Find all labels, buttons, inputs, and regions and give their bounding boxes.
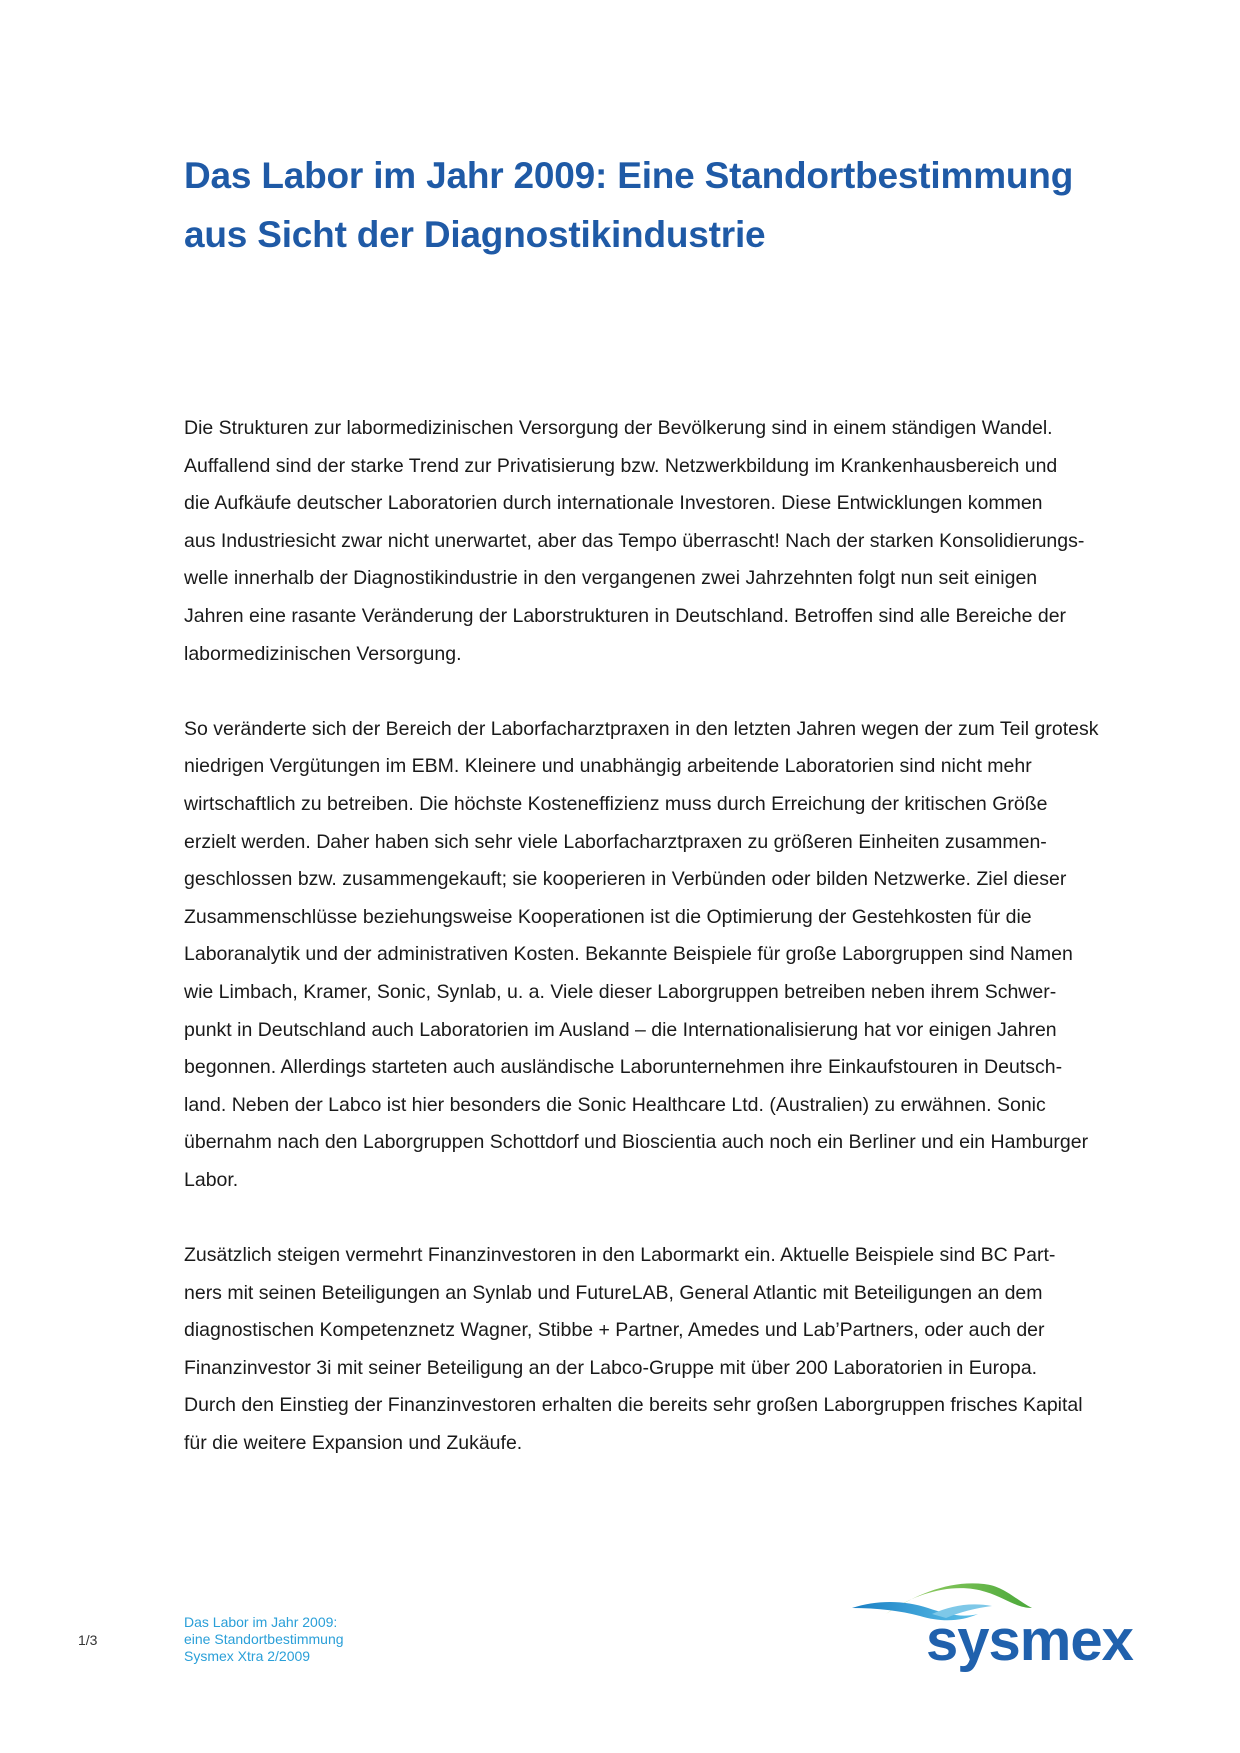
text-line: labormedizinischen Versorgung.	[184, 642, 462, 665]
text-line: für die weitere Expansion und Zukäufe.	[184, 1432, 523, 1455]
footer-info-line-2: eine Standortbestimmung	[184, 1631, 344, 1647]
title-line-1: Das Labor im Jahr 2009: Eine Standortbestimmung	[184, 155, 1074, 196]
text-line: wie Limbach, Kramer, Sonic, Synlab, u. a. Viele dieser Laborgruppen betreiben neben ihrem Schwer-	[184, 980, 1057, 1003]
text-line: land. Neben der Labco ist hier besonders die Sonic Healthcare Ltd. (Australien) zu erwähnen. Sonic	[184, 1093, 1046, 1116]
text-line: aus Industriesicht zwar nicht unerwartet, aber das Tempo überrascht! Nach der starken Konsolidierungs-	[184, 529, 1085, 552]
footer-publication-info	[184, 1614, 344, 1665]
paragraph-3	[184, 1237, 1174, 1463]
footer-info-line-3: Sysmex Xtra 2/2009	[184, 1648, 311, 1664]
article-body	[184, 410, 1174, 1500]
text-line: Zusätzlich steigen vermehrt Finanzinvestoren in den Labormarkt ein. Aktuelle Beispiele sind BC Part-	[184, 1244, 1056, 1267]
page-number: 1/3	[78, 1632, 98, 1648]
text-line: die Aufkäufe deutscher Laboratorien durch internationale Investoren. Diese Entwicklungen kommen	[184, 492, 1043, 515]
paragraph-1	[184, 410, 1174, 673]
text-line: erzielt werden. Daher haben sich sehr viele Laborfacharztpraxen zu größeren Einheiten zusammen-	[184, 830, 1047, 853]
text-line: Durch den Einstieg der Finanzinvestoren erhalten die bereits sehr großen Laborgruppen frisches Kapital	[184, 1394, 1083, 1417]
text-line: Die Strukturen zur labormedizinischen Versorgung der Bevölkerung sind in einem ständigen Wandel.	[184, 417, 1053, 439]
title-line-2: aus Sicht der Diagnostikindustrie	[184, 214, 766, 255]
text-line: Zusammenschlüsse beziehungsweise Kooperationen ist die Optimierung der Gestehkosten für die	[184, 905, 1032, 928]
page-title	[184, 146, 1164, 264]
text-line: punkt in Deutschland auch Laboratorien im Ausland – die Internationalisierung hat vor einigen Jahren	[184, 1018, 1057, 1041]
text-line: ners mit seinen Beteiligungen an Synlab und FutureLAB, General Atlantic mit Beteiligungen an dem	[184, 1281, 1043, 1304]
text-line: übernahm nach den Laborgruppen Schottdorf und Bioscientia auch noch ein Berliner und ein Hamburger	[184, 1131, 1089, 1154]
footer-info-line-1: Das Labor im Jahr 2009:	[184, 1614, 338, 1630]
text-line: welle innerhalb der Diagnostikindustrie in den vergangenen zwei Jahrzehnten folgt nun seit einigen	[184, 567, 1038, 590]
text-line: Auffallend sind der starke Trend zur Privatisierung bzw. Netzwerkbildung im Krankenhausbereich und	[184, 454, 1058, 477]
text-line: Jahren eine rasante Veränderung der Laborstrukturen in Deutschland. Betroffen sind alle Bereiche der	[184, 604, 1067, 627]
text-line: wirtschaftlich zu betreiben. Die höchste Kosteneffizienz muss durch Erreichung der kritischen Größe	[184, 792, 1048, 815]
sysmex-logo-text: sysmex	[926, 1608, 1133, 1673]
paragraph-2	[184, 711, 1174, 1200]
text-line: geschlossen bzw. zusammengekauft; sie kooperieren in Verbünden oder bilden Netzwerke. Ziel dieser	[184, 868, 1067, 891]
text-line: So veränderte sich der Bereich der Laborfacharztpraxen in den letzten Jahren wegen der zum Teil grotesk	[184, 717, 1099, 740]
text-line: Finanzinvestor 3i mit seiner Beteiligung an der Labco-Gruppe mit über 200 Laboratorien in Europa.	[184, 1356, 1038, 1379]
text-line: begonnen. Allerdings starteten auch ausländische Laborunternehmen ihre Einkaufstouren in Deutsch-	[184, 1056, 1063, 1079]
text-line: niedrigen Vergütungen im EBM. Kleinere und unabhängig arbeitende Laboratorien sind nicht mehr	[184, 755, 1032, 778]
text-line: Labor.	[184, 1168, 239, 1191]
text-line: diagnostischen Kompetenznetz Wagner, Stibbe + Partner, Amedes und Lab’Partners, oder auch der	[184, 1319, 1045, 1342]
text-line: Laboranalytik und der administrativen Kosten. Bekannte Beispiele für große Laborgruppen sind Namen	[184, 943, 1073, 966]
